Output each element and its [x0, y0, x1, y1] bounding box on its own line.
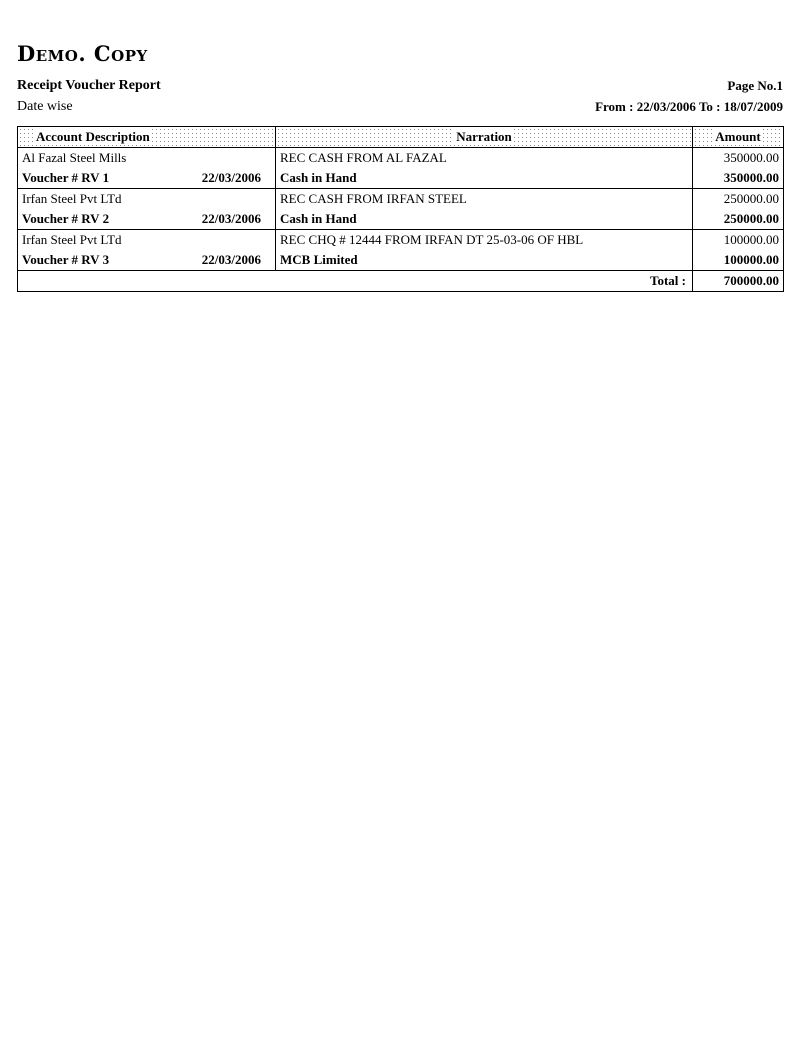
voucher-number: Voucher # RV 3 — [22, 252, 110, 267]
column-header-account — [18, 127, 276, 148]
voucher-date: 22/03/2006 — [201, 252, 261, 267]
page-number: Page No.1 — [727, 78, 783, 93]
amount: 250000.00 — [693, 189, 784, 210]
column-header-narration-label: Narration — [456, 129, 512, 144]
voucher-date: 22/03/2006 — [201, 211, 261, 226]
column-header-narration — [276, 127, 693, 148]
voucher-number: Voucher # RV 1 — [22, 170, 110, 185]
amount: 100000.00 — [693, 230, 784, 251]
ledger-account: Cash in Hand — [276, 168, 693, 189]
table-header-row — [18, 127, 784, 148]
table-row — [18, 230, 784, 251]
narration: REC CHQ # 12444 FROM IRFAN DT 25-03-06 OF HBL — [276, 230, 693, 251]
voucher-cell — [18, 209, 276, 230]
voucher-date: 22/03/2006 — [201, 170, 261, 185]
account-name: Irfan Steel Pvt LTd — [18, 230, 276, 251]
ledger-account: MCB Limited — [276, 250, 693, 271]
table-row — [18, 189, 784, 210]
to-label: To : — [698, 99, 721, 114]
date-range — [595, 99, 783, 115]
table-row — [18, 209, 784, 230]
account-name: Irfan Steel Pvt LTd — [18, 189, 276, 210]
to-date: 18/07/2009 — [723, 99, 783, 114]
total-label: Total : — [18, 271, 693, 292]
total-row — [18, 271, 784, 292]
from-label: From : — [595, 99, 634, 114]
table-row — [18, 148, 784, 169]
voucher-cell — [18, 250, 276, 271]
voucher-number: Voucher # RV 2 — [22, 211, 110, 226]
column-header-account-label: Account Description — [36, 129, 150, 144]
amount: 350000.00 — [693, 148, 784, 169]
voucher-amount: 350000.00 — [693, 168, 784, 189]
demo-copy-watermark: Demo. Copy — [17, 41, 148, 66]
report-title: Receipt Voucher Report — [17, 78, 161, 93]
total-amount: 700000.00 — [693, 271, 784, 292]
column-header-amount-label: Amount — [715, 129, 761, 144]
column-header-amount — [693, 127, 784, 148]
table-row — [18, 250, 784, 271]
account-name: Al Fazal Steel Mills — [18, 148, 276, 169]
voucher-amount: 250000.00 — [693, 209, 784, 230]
receipt-voucher-table — [17, 126, 784, 292]
voucher-cell — [18, 168, 276, 189]
table-row — [18, 168, 784, 189]
ledger-account: Cash in Hand — [276, 209, 693, 230]
voucher-amount: 100000.00 — [693, 250, 784, 271]
report-subtitle: Date wise — [17, 99, 73, 114]
narration: REC CASH FROM AL FAZAL — [276, 148, 693, 169]
narration: REC CASH FROM IRFAN STEEL — [276, 189, 693, 210]
from-date: 22/03/2006 — [636, 99, 696, 114]
